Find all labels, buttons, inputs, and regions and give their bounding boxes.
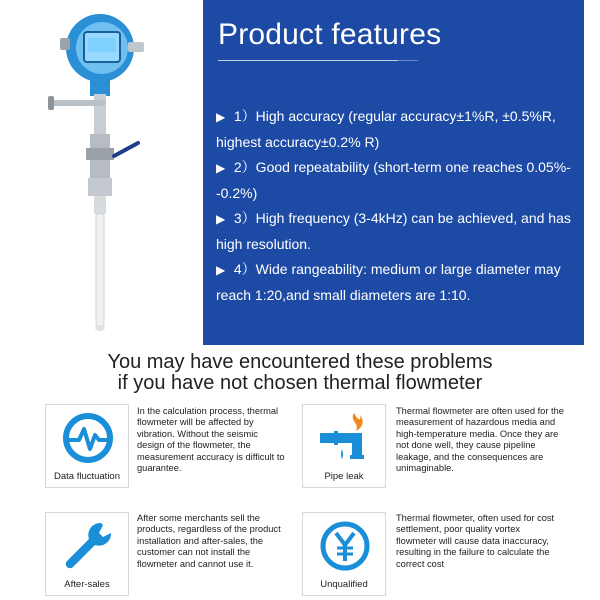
feature-text: 2）Good repeatability (short-term one reaches 0.05%--0.2%) — [216, 159, 571, 201]
problems-heading-line1: You may have encountered these problems — [107, 351, 493, 373]
icon-box — [302, 404, 386, 488]
arrow-icon: ▶ — [216, 212, 226, 226]
icon-label: Pipe leak — [324, 471, 364, 482]
icon-label: Data fluctuation — [53, 471, 120, 482]
product-features-panel — [203, 0, 584, 345]
feature-text: 3）High frequency (3-4kHz) can be achieved, and has high resolution. — [216, 210, 571, 252]
problems-heading-line2: if you have not chosen thermal flowmeter — [117, 372, 483, 394]
arrow-icon: ▶ — [216, 161, 226, 175]
feature-item — [216, 155, 576, 205]
yen-icon — [316, 517, 374, 575]
arrow-icon: ▶ — [216, 110, 226, 124]
icon-label: After-sales — [64, 579, 110, 590]
title-underline-tail — [398, 60, 418, 61]
card-text: After some merchants sell the products, regardless of the product installation and after-sales, the customer can not install the flowmeter and cannot use it. — [137, 513, 281, 569]
arrow-icon: ▶ — [216, 263, 226, 277]
feature-item — [216, 104, 576, 154]
thermal-flowmeter-image — [40, 8, 200, 338]
icon-box — [45, 512, 129, 596]
card-text: In the calculation process, thermal flowmeter will be affected by vibration. Without the seismic design of the flowmeter, the measurement accuracy is difficult to guarantee. — [137, 406, 285, 474]
icon-label: Unqualified — [320, 579, 368, 590]
title-underline — [218, 60, 398, 61]
feature-list — [216, 104, 576, 308]
feature-item — [216, 257, 576, 307]
problems-heading — [0, 352, 600, 394]
feature-item — [216, 206, 576, 256]
feature-text: 4）Wide rangeability: medium or large diameter may reach 1:20,and small diameters are 1:10. — [216, 261, 561, 303]
icon-box — [302, 512, 386, 596]
icon-box — [45, 404, 129, 488]
data-fluctuation-icon — [59, 409, 117, 467]
features-title: Product features — [218, 18, 442, 51]
card-text: Thermal flowmeter are often used for the measurement of hazardous media and high-temperature media. Once they are not done well, they cause pipeline leakage, and the consequences are unimaginable. — [396, 406, 564, 474]
card-text: Thermal flowmeter, often used for cost settlement, poor quality vortex flowmeter will cause data inaccuracy, resulting in the failure to calculate the correct cost — [396, 513, 555, 569]
pipe-leak-icon — [316, 409, 374, 467]
feature-text: 1）High accuracy (regular accuracy±1%R, ±0.5%R, highest accuracy±0.2% R) — [216, 108, 556, 150]
wrench-icon — [59, 517, 117, 575]
